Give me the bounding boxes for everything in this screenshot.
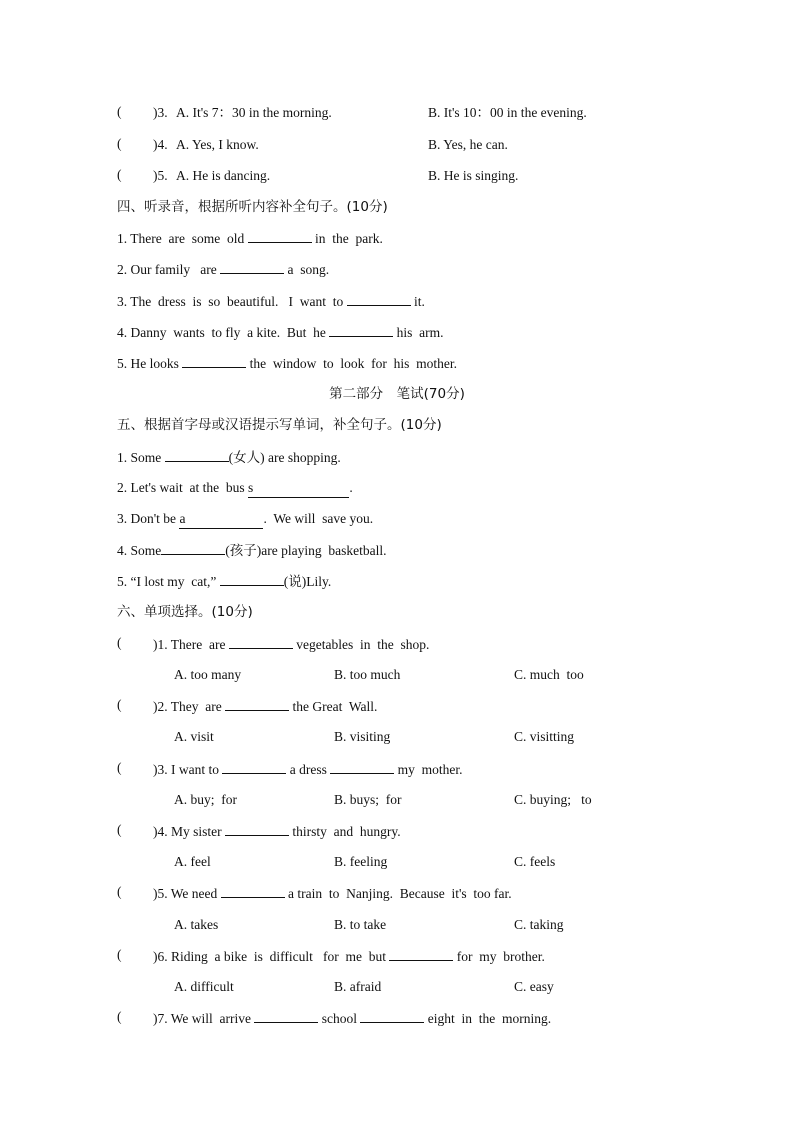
section-5-item-4: 4. Some (孩子)are playing basketball. [117,543,387,558]
answer-blank[interactable] [222,760,286,774]
section-5-item-5: 5. “I lost my cat,” (说)Lily. [117,574,332,589]
answer-paren[interactable]: ( [117,136,122,151]
answer-paren[interactable]: ( [117,167,122,182]
answer-paren[interactable]: ( [117,760,122,775]
section-5-item-3: 3. Don't be a . We will save you. [117,510,373,529]
answer-blank[interactable] [165,448,229,462]
answer-blank[interactable] [248,229,312,243]
answer-blank[interactable] [225,822,289,836]
answer-blank[interactable] [225,697,289,711]
option-a: A. It's 7：30 in the morning. [176,105,332,120]
answer-blank[interactable] [389,947,453,961]
section-4-item-3: 3. The dress is so beautiful. I want to it. [117,294,425,309]
question-stem: )1. There are vegetables in the shop. [153,637,430,652]
question-stem: )4. My sister thirsty and hungry. [153,824,401,839]
question-stem: )7. We will arrive school eight in the morning. [153,1011,552,1026]
section-4-title: 四、听录音，根据所听内容补全句子。(10分) [117,199,388,215]
answer-paren[interactable]: ( [117,884,122,899]
option-a[interactable]: A. takes [174,917,219,932]
option-b: B. He is singing. [428,168,519,183]
option-a[interactable]: A. visit [174,729,214,744]
question-number: )5. [153,168,168,183]
section-5-item-2: 2. Let's wait at the bus s . [117,479,353,498]
option-b[interactable]: B. feeling [334,854,388,869]
option-c[interactable]: C. visitting [514,729,575,744]
option-b: B. It's 10：00 in the evening. [428,105,587,120]
section-4-item-5: 5. He looks the window to look for his mother. [117,356,457,371]
section-4-item-2: 2. Our family are a song. [117,262,330,277]
answer-paren[interactable]: ( [117,104,122,119]
answer-blank[interactable]: a [179,510,263,529]
option-b[interactable]: B. too much [334,667,401,682]
section-4-item-4: 4. Danny wants to fly a kite. But he his arm. [117,325,444,340]
answer-blank[interactable] [360,1009,424,1023]
section-5-title: 五、根据首字母或汉语提示写单词，补全句子。(10分) [117,417,442,433]
option-c[interactable]: C. taking [514,917,564,932]
question-number: )4. [153,137,168,152]
answer-blank[interactable] [220,572,284,586]
option-a: A. Yes, I know. [176,137,259,152]
option-a: A. He is dancing. [176,168,271,183]
question-stem: )6. Riding a bike is difficult for me but for my brother. [153,949,545,964]
option-c[interactable]: C. easy [514,979,554,994]
option-c[interactable]: C. feels [514,854,556,869]
answer-paren[interactable]: ( [117,1009,122,1024]
option-a[interactable]: A. buy; for [174,792,237,807]
question-stem: )5. We need a train to Nanjing. Because it's too far. [153,886,512,901]
answer-blank[interactable] [221,884,285,898]
option-c[interactable]: C. buying; to [514,792,592,807]
option-a[interactable]: A. difficult [174,979,234,994]
answer-paren[interactable]: ( [117,635,122,650]
answer-paren[interactable]: ( [117,822,122,837]
option-b[interactable]: B. afraid [334,979,382,994]
section-5-item-1: 1. Some (女人) are shopping. [117,450,341,465]
option-a[interactable]: A. too many [174,667,242,682]
question-stem: )3. I want to a dress my mother. [153,762,463,777]
answer-blank[interactable] [182,354,246,368]
answer-blank[interactable] [229,635,293,649]
answer-blank[interactable] [330,760,394,774]
option-a[interactable]: A. feel [174,854,211,869]
section-6-title: 六、单项选择。(10分) [117,604,253,620]
answer-blank[interactable] [220,260,284,274]
option-b[interactable]: B. visiting [334,729,391,744]
option-b[interactable]: B. to take [334,917,387,932]
answer-blank[interactable] [161,541,225,555]
answer-blank[interactable] [329,323,393,337]
option-b: B. Yes, he can. [428,137,508,152]
answer-blank[interactable] [347,292,411,306]
section-4-item-1: 1. There are some old in the park. [117,231,383,246]
option-b[interactable]: B. buys; for [334,792,402,807]
part-2-title: 第二部分 笔试(70分) [329,386,465,402]
answer-paren[interactable]: ( [117,697,122,712]
question-number: )3. [153,105,168,120]
option-c[interactable]: C. much too [514,667,584,682]
answer-blank[interactable] [254,1009,318,1023]
answer-blank[interactable]: s [248,479,349,498]
question-stem: )2. They are the Great Wall. [153,699,378,714]
answer-paren[interactable]: ( [117,947,122,962]
